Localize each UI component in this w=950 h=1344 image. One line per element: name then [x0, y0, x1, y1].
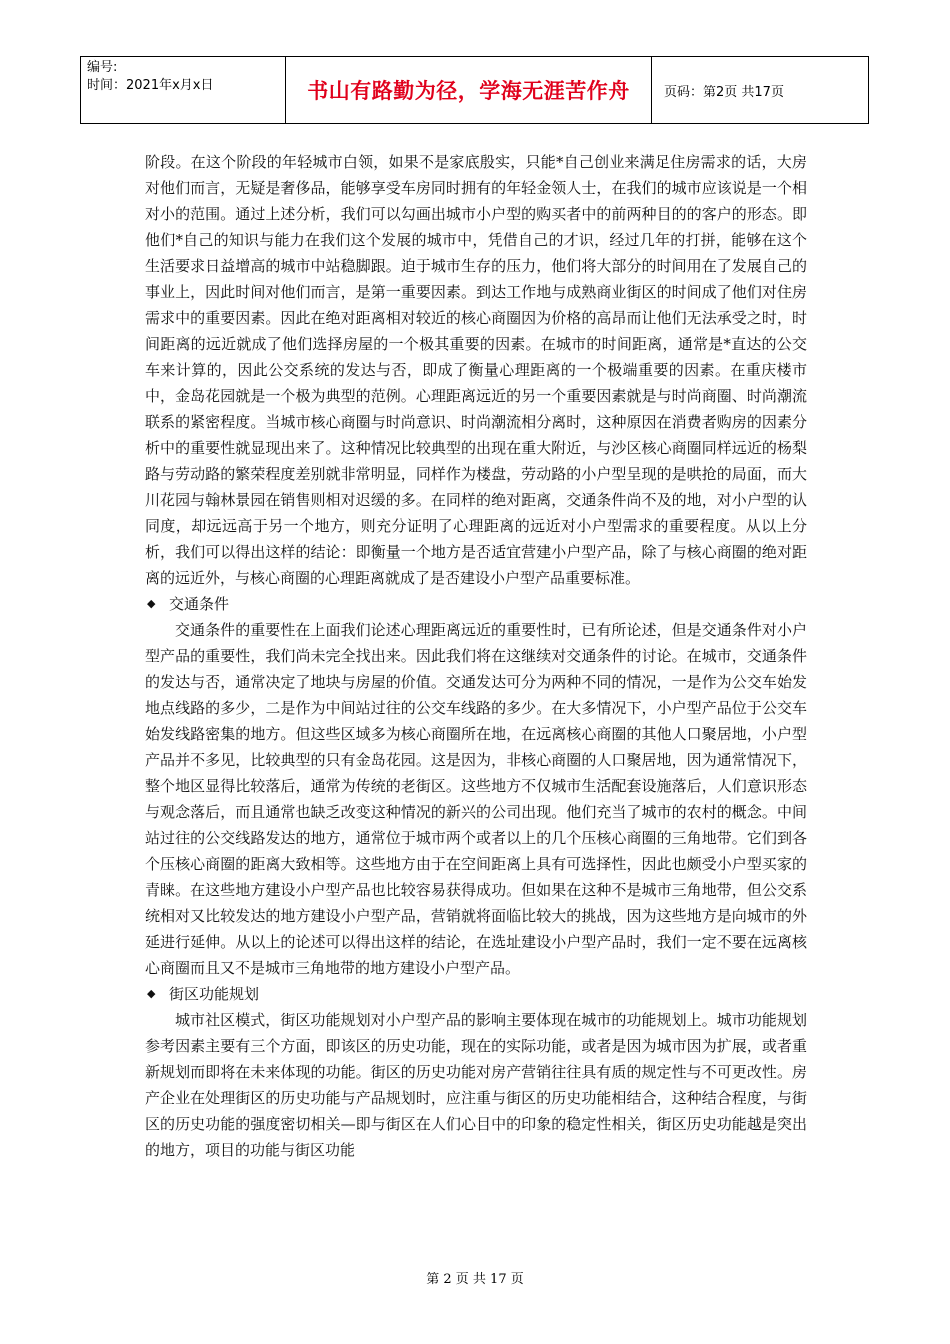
document-time-label: 时间：2021年x月x日: [87, 78, 214, 93]
paragraph-district: 城市社区模式，街区功能规划对小户型产品的影响主要体现在城市的功能规划上。城市功能规划参考因素主要有三个方面，即该区的历史功能，现在的实际功能，或者是因为城市因为扩展，或者重新规划而即将在未来体现的功能。街区的历史功能对房产营销往往具有质的规定性与不可更改性。房产企业在处理街区的历史功能与产品规划时，应注重与街区的历史功能相结合，这种结合程度，与街区的历史功能的强度密切相关—即与街区在人们心目中的印象的稳定性相关，街区历史功能越是突出的地方，项目的功能与街区功能: [145, 1011, 807, 1159]
page-footer: 第 2 页 共 17 页: [426, 1272, 524, 1287]
section-heading-district: [145, 981, 807, 1007]
section-heading-label: 交通条件: [169, 595, 230, 613]
page-header: [80, 56, 869, 124]
header-motto: 书山有路勤为径，学海无涯苦作舟: [286, 57, 652, 123]
section-heading-label: 街区功能规划: [169, 985, 260, 1003]
document-number-label: 编号:: [87, 60, 118, 75]
paragraph-continuation: 阶段。在这个阶段的年轻城市白领，如果不是家底殷实，只能*自己创业来满足住房需求的话，大房对他们而言，无疑是奢侈品，能够享受车房同时拥有的年轻金领人士，在我们的城市应该说是一个相对小的范围。通过上述分析，我们可以勾画出城市小户型的购买者中的前两种目的的客户的形态。即他们*自己的知识与能力在我们这个发展的城市中，凭借自己的才识，经过几年的打拼，能够在这个生活要求日益增高的城市中站稳脚跟。迫于城市生存的压力，他们将大部分的时间用在了发展自己的事业上，因此时间对他们而言，是第一重要因素。到达工作地与成熟商业街区的时间成了他们对住房需求中的重要因素。因此在绝对距离相对较近的核心商圈因为价格的高昂而让他们无法承受之时，时间距离的远近就成了他们选择房屋的一个极其重要的因素。在城市的时间距离，通常是*直达的公交车来计算的，因此公交系统的发达与否，即成了衡量心理距离的一个极端重要的因素。在重庆楼市中，金岛花园就是一个极为典型的范例。心理距离远近的另一个重要因素就是与时尚商圈、时尚潮流联系的紧密程度。当城市核心商圈与时尚意识、时尚潮流相分离时，这种原因在消费者购房的因素分析中的重要性就显现出来了。这种情况比较典型的出现在重大附近，与沙区核心商圈同样远近的杨梨路与劳动路的繁荣程度差别就非常明显，同样作为楼盘，劳动路的小户型呈现的是哄抢的局面，而大川花园与翰林景园在销售则相对迟缓的多。在同样的绝对距离，交通条件尚不及的地，对小户型的认同度，却远远高于另一个地方，则充分证明了心理距离的远近对小户型需求的重要程度。从以上分析，我们可以得出这样的结论：即衡量一个地方是否适宜营建小户型产品，除了与核心商圈的绝对距离的远近外，与核心商圈的心理距离就成了是否建设小户型产品重要标准。: [145, 153, 807, 587]
section-heading-traffic: [145, 591, 807, 617]
paragraph-traffic: 交通条件的重要性在上面我们论述心理距离远近的重要性时，已有所论述，但是交通条件对小户型产品的重要性，我们尚未完全找出来。因此我们将在这继续对交通条件的讨论。在城市，交通条件的发达与否，通常决定了地块与房屋的价值。交通发达可分为两种不同的情况，一是作为公交车始发地点线路的多少，二是作为中间站过往的公交车线路的多少。在大多情况下，小户型产品位于公交车始发线路密集的地方。但这些区域多为核心商圈所在地，在远离核心商圈的其他人口聚居地，小户型产品并不多见，比较典型的只有金岛花园。这是因为，非核心商圈的人口聚居地，因为通常情况下，整个地区显得比较落后，通常为传统的老街区。这些地方不仅城市生活配套设施落后，人们意识形态与观念落后，而且通常也缺乏改变这种情况的新兴的公司出现。他们充当了城市的农村的概念。中间站过往的公交线路发达的地方，通常位于城市两个或者以上的几个压核心商圈的三角地带。它们到各个压核心商圈的距离大致相等。这些地方由于在空间距离上具有可选择性，因此也颇受小户型买家的青睐。在这些地方建设小户型产品也比较容易获得成功。但如果在这种不是城市三角地带，但公交系统相对又比较发达的地方建设小户型产品，营销就将面临比较大的挑战，因为这些地方是向城市的外延进行延伸。从以上的论述可以得出这样的结论，在选址建设小户型产品时，我们一定不要在远离核心商圈而且又不是城市三角地带的地方建设小户型产品。: [145, 621, 807, 977]
diamond-bullet-icon: ◆: [147, 987, 156, 1000]
header-page-label: 页码：第2页 共17页: [664, 84, 784, 100]
document-body: [145, 149, 807, 1163]
header-meta: [81, 57, 286, 123]
diamond-bullet-icon: ◆: [147, 597, 156, 610]
